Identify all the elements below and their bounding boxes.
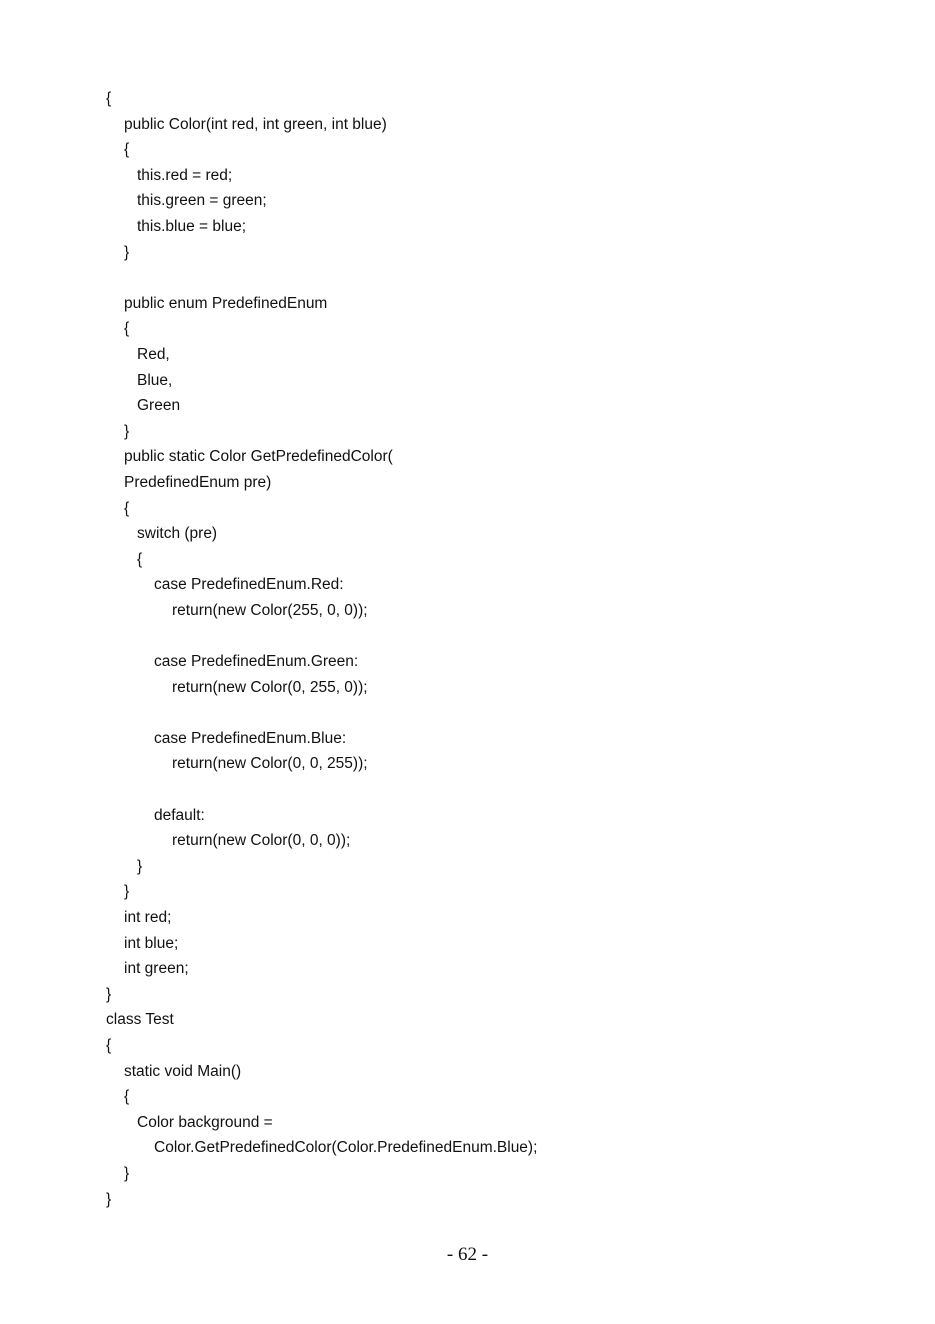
code-line: this.red = red; xyxy=(137,166,233,184)
page-number: - 62 - xyxy=(446,1244,489,1265)
code-line: } xyxy=(106,1190,112,1208)
code-line: } xyxy=(124,883,130,901)
code-line: Green xyxy=(137,397,181,415)
code-line: return(new Color(0, 255, 0)); xyxy=(172,678,368,696)
code-line: return(new Color(0, 0, 255)); xyxy=(172,755,368,773)
code-line: Red, xyxy=(137,345,170,363)
code-line: public static Color GetPredefinedColor( xyxy=(124,448,393,466)
code-line: case PredefinedEnum.Blue: xyxy=(154,729,347,747)
code-listing xyxy=(0,86,935,1212)
code-line: switch (pre) xyxy=(137,525,218,543)
code-line: int green; xyxy=(124,960,189,978)
code-line: this.blue = blue; xyxy=(137,217,247,235)
code-line: { xyxy=(124,141,130,159)
code-line: return(new Color(255, 0, 0)); xyxy=(172,601,368,619)
code-line: Color.GetPredefinedColor(Color.PredefinedEnum.Blue); xyxy=(154,1139,538,1157)
code-line: Blue, xyxy=(137,371,173,389)
code-line xyxy=(0,700,935,726)
code-line: int blue; xyxy=(124,934,179,952)
code-line xyxy=(0,265,935,291)
code-line: { xyxy=(137,550,143,568)
code-line: PredefinedEnum pre) xyxy=(124,473,272,491)
code-line: case PredefinedEnum.Red: xyxy=(154,576,344,594)
code-line: { xyxy=(106,1036,112,1054)
code-line: class Test xyxy=(106,1011,174,1029)
code-line: { xyxy=(124,1088,130,1106)
code-line: { xyxy=(106,90,112,107)
code-line: public enum PredefinedEnum xyxy=(124,294,328,312)
code-line: } xyxy=(124,1164,130,1182)
code-line: int red; xyxy=(124,909,172,926)
code-line: { xyxy=(124,320,130,338)
code-line: case PredefinedEnum.Green: xyxy=(154,653,359,671)
code-line: static void Main() xyxy=(124,1062,242,1080)
code-line: } xyxy=(106,985,112,1003)
code-line: this.green = green; xyxy=(137,192,267,210)
code-line: } xyxy=(124,422,130,440)
code-line: default: xyxy=(154,806,205,824)
code-line xyxy=(0,623,935,649)
code-line: Color background = xyxy=(137,1113,273,1131)
code-line: } xyxy=(137,857,143,875)
code-line: { xyxy=(124,499,130,517)
code-line: public Color(int red, int green, int blue) xyxy=(124,115,387,133)
code-line xyxy=(0,777,935,803)
code-line: return(new Color(0, 0, 0)); xyxy=(172,832,351,850)
code-line: } xyxy=(124,243,130,261)
